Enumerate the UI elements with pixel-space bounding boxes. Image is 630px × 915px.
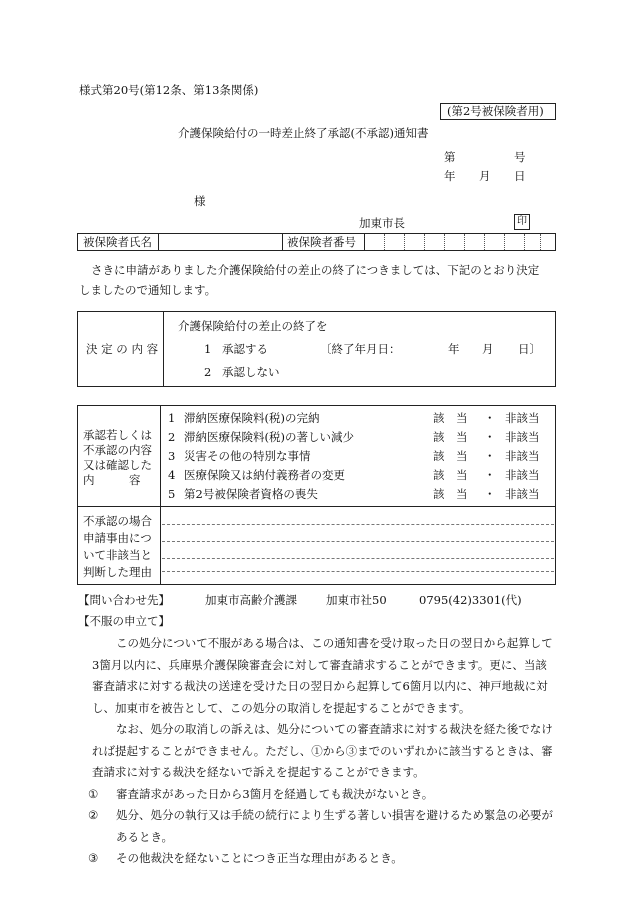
decision-box (77, 311, 556, 387)
insured-number-label: 被保険者番号 (287, 235, 356, 249)
confirmation-table (77, 405, 556, 585)
date-year: 年 (444, 169, 456, 183)
appeal-condition (80, 784, 556, 806)
digit-separator (484, 234, 485, 250)
item-number: 4 (168, 468, 176, 482)
insured-name-label: 被保険者氏名 (83, 235, 152, 249)
option-dot: ・ (484, 468, 496, 482)
option-dot: ・ (484, 411, 496, 425)
end-date-day: 日〕 (518, 342, 541, 356)
item-text: 滞納医療保険料(税)の著しい減少 (184, 430, 354, 444)
form-number: 様式第20号(第12条、第13条関係) (79, 83, 259, 97)
condition-text: 審査請求があった日から3箇月を経過しても裁決がないとき。 (116, 786, 434, 801)
condition-text: 処分、処分の執行又は手続の続行により生ずる著しい損害を避けるため緊急の必要があるとき。 (116, 808, 553, 844)
digit-separator (444, 234, 445, 250)
applicable-option: 該 当 (433, 430, 468, 444)
confirmation-label (83, 428, 152, 488)
not-applicable-option: 非該当 (505, 449, 540, 463)
condition-text: その他裁決を経ないことにつき正当な理由があるとき。 (116, 851, 403, 865)
item-text: 第2号被保険者資格の喪失 (184, 487, 318, 501)
divider (282, 234, 283, 250)
reason-writing-line (162, 558, 554, 559)
item-text: 滞納医療保険料(税)の完納 (184, 411, 320, 425)
appeal-body (80, 633, 556, 870)
item-number: 1 (168, 411, 176, 425)
condition-mark: ③ (88, 851, 99, 865)
contact-phone: 0795(42)3301(代) (419, 593, 522, 607)
divider (158, 234, 159, 250)
insured-row (77, 233, 556, 251)
item-text: 災害その他の特別な事情 (184, 449, 311, 463)
date-month: 月 (479, 169, 491, 183)
end-date-label: 〔終了年月日： (320, 342, 401, 356)
decision-label: 決 定 の 内 容 (86, 342, 159, 356)
item-text: 医療保険又は納付義務者の変更 (184, 468, 345, 482)
contact-office: 加東市高齢介護課 (205, 593, 297, 607)
reason-writing-line (162, 541, 554, 542)
appeal-paragraph-2: なお、処分の取消しの訴えは、処分についての審査請求に対する裁決を経た後でなければ提起することができません。ただし、①から③までのいずれかに該当するときは、審査請求に対する裁決を経ないで訴えを提起することができます。 (92, 722, 553, 779)
reason-label (83, 513, 152, 581)
divider (78, 506, 555, 507)
not-applicable-option: 非該当 (505, 468, 540, 482)
confirmation-label-line: 又は確認した (83, 458, 152, 472)
applicable-option: 該 当 (433, 487, 468, 501)
condition-mark: ② (88, 808, 99, 822)
item-number: 2 (168, 430, 176, 444)
divider (364, 234, 365, 250)
option-1-text: 承認する (222, 342, 268, 356)
contact-address: 加東市社50 (326, 593, 387, 607)
recipient-sama: 様 (194, 194, 206, 208)
option-dot: ・ (484, 430, 496, 444)
appeal-condition (80, 805, 556, 848)
intro-line-1: さきに申請がありました介護保険給付の差止の終了につきましては、下記のとおり決定 (91, 263, 540, 277)
end-date-year: 年 (448, 342, 460, 356)
digit-separator (384, 234, 385, 250)
option-2-text: 承認しない (222, 365, 280, 379)
not-applicable-option: 非該当 (505, 430, 540, 444)
item-number: 5 (168, 487, 176, 501)
appeal-paragraph-1: この処分について不服がある場合は、この通知書を受け取った日の翌日から起算して3箇月以内に、兵庫県介護保険審査会に対して審査請求することができます。更に、当該審査請求に対する裁決の送達を受けた日の翌日から起算して6箇月以内に、神戸地裁に対し、加東市を被告として、この処分の取消しを提起することができます。 (92, 636, 553, 715)
divider (160, 406, 161, 584)
reason-label-line: 申請事由につ (83, 531, 152, 545)
digit-separator (404, 234, 405, 250)
issuer-name: 加東市長 (359, 216, 405, 230)
reason-label-line: 不承認の場合 (83, 514, 152, 528)
condition-mark: ① (88, 786, 99, 801)
reason-label-line: いて非該当と (83, 548, 152, 562)
divider (163, 312, 164, 386)
reason-writing-line (162, 524, 554, 525)
decision-heading: 介護保険給付の差止の終了を (178, 319, 328, 333)
applicable-option: 該 当 (433, 449, 468, 463)
digit-separator (540, 234, 541, 250)
end-date-month: 月 (482, 342, 494, 356)
option-dot: ・ (484, 449, 496, 463)
option-1-number: 1 (204, 342, 212, 356)
digit-separator (504, 234, 505, 250)
digit-separator (424, 234, 425, 250)
reason-label-line: 判断した理由 (83, 565, 152, 579)
document-title: 介護保険給付の一時差止終了承認(不承認)通知書 (178, 126, 429, 140)
category-tag-box (440, 103, 556, 120)
item-number: 3 (168, 449, 176, 463)
number-prefix: 第 (444, 150, 456, 164)
applicable-option: 該 当 (433, 468, 468, 482)
appeal-condition (80, 848, 556, 870)
digit-separator (464, 234, 465, 250)
appeal-heading: 【不服の申立て】 (78, 614, 170, 628)
number-suffix: 号 (514, 150, 526, 164)
official-seal: 印 (514, 214, 530, 230)
confirmation-label-line: 承認若しくは (83, 428, 152, 442)
option-dot: ・ (484, 487, 496, 501)
category-tag: (第2号被保険者用) (447, 104, 544, 118)
intro-line-2: しましたので通知します。 (79, 283, 217, 297)
not-applicable-option: 非該当 (505, 411, 540, 425)
confirmation-label-line: 内 容 (83, 473, 141, 487)
applicable-option: 該 当 (433, 411, 468, 425)
option-2-number: 2 (204, 365, 212, 379)
digit-separator (524, 234, 525, 250)
reason-writing-line (162, 571, 554, 572)
contact-label: 【問い合わせ先】 (78, 593, 170, 607)
confirmation-label-line: 不承認の内容 (83, 443, 152, 457)
date-day: 日 (514, 169, 526, 183)
not-applicable-option: 非該当 (505, 487, 540, 501)
